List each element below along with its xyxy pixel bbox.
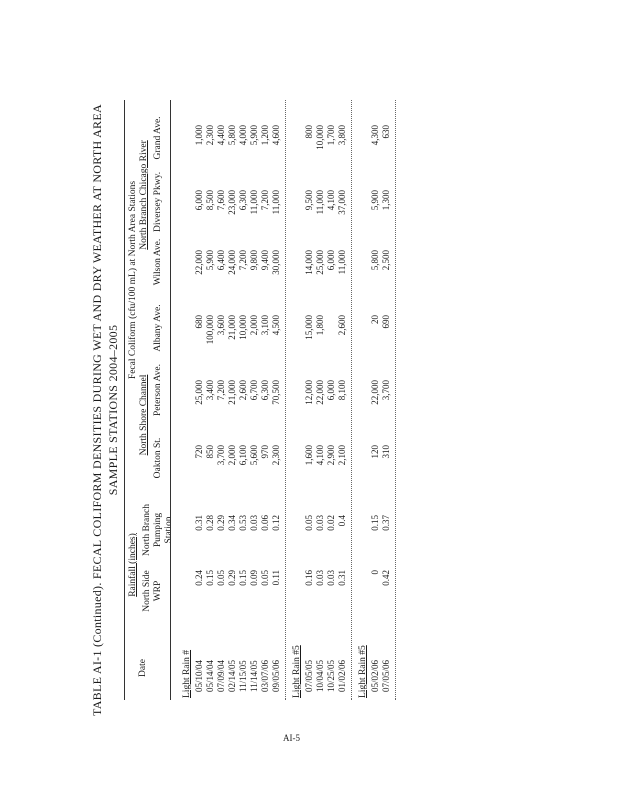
header-col-peterson-ave: Peterson Ave. bbox=[153, 363, 163, 417]
table-cell: 22,000 bbox=[315, 380, 325, 405]
table-cell: 1,800 bbox=[315, 315, 325, 336]
header-north-shore-channel: North Shore Channel bbox=[139, 374, 149, 456]
table-cell: 6,300 bbox=[238, 190, 248, 211]
table-cell: 11,000 bbox=[249, 190, 259, 215]
table-cell: 2,000 bbox=[249, 315, 259, 336]
table-cell: 3,400 bbox=[205, 380, 215, 401]
table-cell: 0.15 bbox=[370, 515, 380, 531]
row-date: 07/09/04 bbox=[216, 659, 226, 692]
table-cell: 5,800 bbox=[227, 125, 237, 146]
row-date: 11/14/05 bbox=[249, 660, 259, 692]
row-date: 03/07/06 bbox=[260, 659, 270, 692]
table-cell: 8,500 bbox=[205, 190, 215, 211]
table-cell: 2,300 bbox=[205, 125, 215, 146]
table-cell: 22,000 bbox=[194, 250, 204, 275]
table-cell: 100,000 bbox=[205, 315, 215, 345]
table-cell: 5,600 bbox=[249, 445, 259, 466]
table-cell: 11,000 bbox=[271, 190, 281, 215]
table-cell: 5,900 bbox=[205, 250, 215, 271]
header-col-grand-ave: Grand Ave. bbox=[153, 116, 163, 160]
group-label: Light Rain #5 bbox=[292, 645, 302, 698]
table-cell: 30,000 bbox=[271, 250, 281, 275]
row-date: 07/05/06 bbox=[381, 659, 391, 692]
table-cell: 0.03 bbox=[249, 515, 259, 531]
table-cell: 2,500 bbox=[381, 250, 391, 271]
table-cell: 970 bbox=[260, 445, 270, 459]
table-cell: 6,000 bbox=[326, 380, 336, 401]
table-cell: 800 bbox=[304, 125, 314, 139]
header-north-branch-chicago-river: North Branch Chicago River bbox=[139, 140, 149, 250]
table-cell: 21,000 bbox=[227, 315, 237, 340]
header-col-oakton-st: Oakton St. bbox=[153, 437, 163, 479]
table-cell: 4,600 bbox=[271, 125, 281, 146]
table-cell: 6,000 bbox=[194, 190, 204, 211]
page-number: AI-5 bbox=[283, 733, 300, 743]
table-cell: 0.29 bbox=[216, 515, 226, 531]
table-cell: 0.09 bbox=[249, 570, 259, 586]
table-cell: 4,300 bbox=[370, 125, 380, 146]
header-bottom-rule bbox=[170, 100, 171, 700]
header-col-albany-ave: Albany Ave. bbox=[153, 304, 163, 352]
table-cell: 1,700 bbox=[326, 125, 336, 146]
table-cell: 10,000 bbox=[238, 315, 248, 340]
row-date: 05/02/06 bbox=[370, 659, 380, 692]
row-date: 10/04/05 bbox=[315, 659, 325, 692]
table-cell: 9,400 bbox=[260, 250, 270, 271]
header-rainfall: Rainfall (inches) bbox=[128, 533, 138, 597]
table-cell: 22,000 bbox=[370, 380, 380, 405]
header-col-wilson-ave: Wilson Ave. bbox=[153, 238, 163, 286]
table-cell: 6,300 bbox=[260, 380, 270, 401]
table-cell: 2,300 bbox=[271, 445, 281, 466]
table-cell: 15,000 bbox=[304, 315, 314, 340]
table-cell: 3,700 bbox=[216, 445, 226, 466]
row-date: 02/14/05 bbox=[227, 659, 237, 692]
table-cell: 24,000 bbox=[227, 250, 237, 275]
table-title-line1: TABLE AI-1 (Continued). FECAL COLIFORM DENSITIES DURING WET AND DRY WEATHER AT NORTH AREA bbox=[90, 104, 104, 716]
table-cell: 0.12 bbox=[271, 515, 281, 531]
table-cell: 120 bbox=[370, 445, 380, 459]
table-cell: 1,300 bbox=[381, 190, 391, 211]
table-cell: 0.11 bbox=[271, 570, 281, 586]
table-cell: 720 bbox=[194, 445, 204, 459]
table-cell: 0.03 bbox=[315, 570, 325, 586]
table-cell: 690 bbox=[381, 315, 391, 329]
header-north-side-wrp: North Side WRP bbox=[142, 570, 163, 612]
table-cell: 0.34 bbox=[227, 515, 237, 531]
table-cell: 20 bbox=[370, 315, 380, 324]
row-date: 09/05/06 bbox=[271, 659, 281, 692]
table-cell: 1,000 bbox=[194, 125, 204, 146]
table-cell: 9,800 bbox=[249, 250, 259, 271]
table-cell: 0.42 bbox=[381, 570, 391, 586]
table-cell: 0.03 bbox=[315, 515, 325, 531]
table-cell: 310 bbox=[381, 445, 391, 459]
table-cell: 11,000 bbox=[337, 250, 347, 275]
table-title-line2: SAMPLE STATIONS 2004–2005 bbox=[106, 324, 120, 496]
table-cell: 850 bbox=[205, 445, 215, 459]
table-cell: 2,600 bbox=[238, 380, 248, 401]
header-col-diversey-pkwy: Diversey Pkwy. bbox=[153, 171, 163, 232]
table-cell: 7,600 bbox=[216, 190, 226, 211]
table-cell: 0 bbox=[370, 570, 380, 575]
table-cell: 0.4 bbox=[337, 515, 347, 527]
group-label: Light Rain #5 bbox=[358, 645, 368, 698]
table-cell: 0.05 bbox=[260, 570, 270, 586]
table-cell: 0.31 bbox=[337, 570, 347, 586]
group-separator bbox=[351, 100, 352, 700]
table-cell: 8,100 bbox=[337, 380, 347, 401]
table-cell: 23,000 bbox=[227, 190, 237, 215]
table-cell: 11,000 bbox=[315, 190, 325, 215]
table-cell: 6,400 bbox=[216, 250, 226, 271]
table-cell: 6,100 bbox=[238, 445, 248, 466]
table-cell: 0.37 bbox=[381, 515, 391, 531]
table-cell: 0.02 bbox=[326, 515, 336, 531]
table-cell: 2,900 bbox=[326, 445, 336, 466]
row-date: 11/15/05 bbox=[238, 660, 248, 692]
table-cell: 37,000 bbox=[337, 190, 347, 215]
group-separator bbox=[395, 100, 396, 700]
table-cell: 12,000 bbox=[304, 380, 314, 405]
table-cell: 6,700 bbox=[249, 380, 259, 401]
table-cell: 7,200 bbox=[238, 250, 248, 271]
table-cell: 2,600 bbox=[337, 315, 347, 336]
group-separator bbox=[285, 100, 286, 700]
table-cell: 5,800 bbox=[370, 250, 380, 271]
table-cell: 9,500 bbox=[304, 190, 314, 211]
table-cell: 0.15 bbox=[238, 570, 248, 586]
row-date: 05/14/04 bbox=[205, 659, 215, 692]
table-cell: 1,200 bbox=[260, 125, 270, 146]
table-cell: 0.24 bbox=[194, 570, 204, 586]
table-cell: 5,900 bbox=[249, 125, 259, 146]
table-cell: 0.03 bbox=[326, 570, 336, 586]
row-date: 07/05/05 bbox=[304, 659, 314, 692]
table-cell: 0.06 bbox=[260, 515, 270, 531]
table-cell: 25,000 bbox=[194, 380, 204, 405]
table-cell: 0.05 bbox=[216, 570, 226, 586]
table-cell: 0.53 bbox=[238, 515, 248, 531]
table-cell: 3,600 bbox=[216, 315, 226, 336]
header-fecal-coliform: Fecal Coliform (cfu/100 mL) at North Area Stations bbox=[128, 180, 138, 380]
table-cell: 7,200 bbox=[260, 190, 270, 211]
table-cell: 7,200 bbox=[216, 380, 226, 401]
table-cell: 3,700 bbox=[381, 380, 391, 401]
table-cell: 4,100 bbox=[326, 190, 336, 211]
table-cell: 4,100 bbox=[315, 445, 325, 466]
table-cell: 0.05 bbox=[304, 515, 314, 531]
row-date: 05/10/04 bbox=[194, 659, 204, 692]
table-cell: 14,000 bbox=[304, 250, 314, 275]
table-cell: 0.15 bbox=[205, 570, 215, 586]
table-cell: 0.28 bbox=[205, 515, 215, 531]
table-cell: 21,000 bbox=[227, 380, 237, 405]
group-label: Light Rain # bbox=[182, 649, 192, 698]
table-cell: 3,800 bbox=[337, 125, 347, 146]
table-cell: 630 bbox=[381, 125, 391, 139]
table-cell: 6,000 bbox=[326, 250, 336, 271]
header-north-branch-ps: North Branch Pumping Station bbox=[142, 504, 174, 556]
table-cell: 5,900 bbox=[370, 190, 380, 211]
row-date: 10/25/05 bbox=[326, 659, 336, 692]
table-cell: 680 bbox=[194, 315, 204, 329]
rotated-table-page bbox=[90, 100, 500, 720]
row-date: 01/02/06 bbox=[337, 659, 347, 692]
table-cell: 1,600 bbox=[304, 445, 314, 466]
table-cell: 70,500 bbox=[271, 380, 281, 405]
table-cell: 0.16 bbox=[304, 570, 314, 586]
table-cell: 3,100 bbox=[260, 315, 270, 336]
table-cell: 4,500 bbox=[271, 315, 281, 336]
table-cell: 25,000 bbox=[315, 250, 325, 275]
table-cell: 4,400 bbox=[216, 125, 226, 146]
table-cell: 0.29 bbox=[227, 570, 237, 586]
header-date: Date bbox=[138, 659, 148, 677]
table-cell: 2,000 bbox=[227, 445, 237, 466]
table-cell: 2,100 bbox=[337, 445, 347, 466]
table-cell: 0.31 bbox=[194, 515, 204, 531]
table-cell: 10,000 bbox=[315, 125, 325, 150]
table-cell: 4,000 bbox=[238, 125, 248, 146]
header-top-rule bbox=[124, 100, 125, 700]
